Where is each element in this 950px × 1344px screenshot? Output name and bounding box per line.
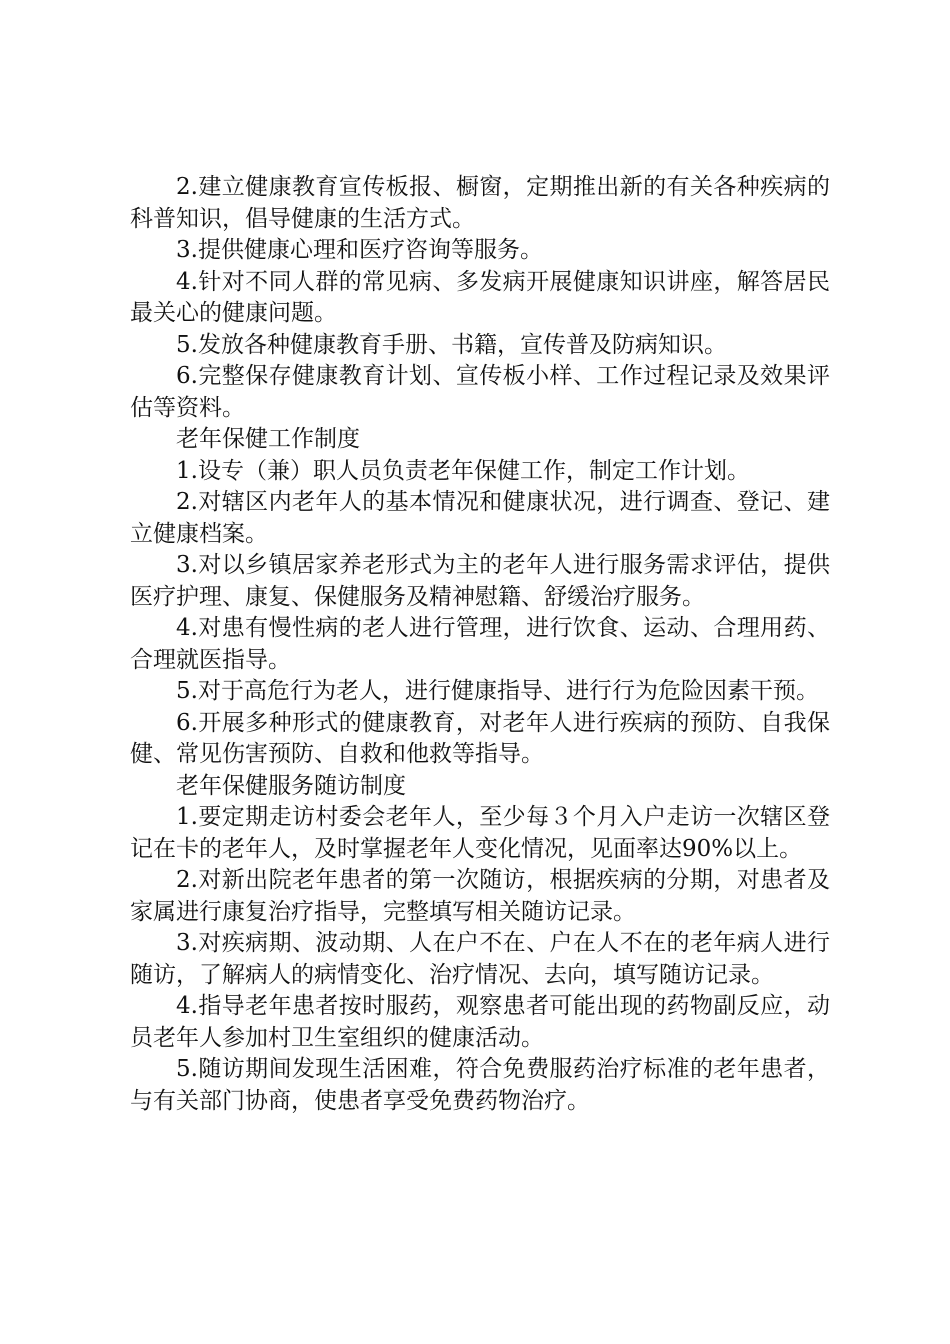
intro-item-5: 5.发放各种健康教育手册、书籍，宣传普及防病知识。 (176, 331, 727, 358)
followup-item-5: 5.随访期间发现生活困难，符合免费服药治疗标准的老年患者，与有关部门协商，使患者享受免费药物治疗。 (130, 1056, 830, 1114)
elderly-care-item-6: 6.开展多种形式的健康教育，对老年人进行疾病的预防、自我保健、常见伤害预防、自救和他救等指导。 (130, 709, 830, 767)
followup-item-2: 2.对新出院老年患者的第一次随访，根据疾病的分期，对患者及家属进行康复治疗指导，完整填写相关随访记录。 (130, 867, 830, 925)
intro-item-2: 2.建立健康教育宣传板报、橱窗，定期推出新的有关各种疾病的科普知识，倡导健康的生活方式。 (130, 174, 830, 232)
section-title-elderly-care: 老年保健工作制度 (176, 426, 360, 452)
document-body (130, 172, 830, 1117)
followup-item-3: 3.对疾病期、波动期、人在户不在、户在人不在的老年病人进行随访，了解病人的病情变化、治疗情况、去向，填写随访记录。 (130, 930, 830, 988)
elderly-care-item-1: 1.设专（兼）职人员负责老年保健工作，制定工作计划。 (176, 457, 750, 484)
elderly-care-item-2: 2.对辖区内老年人的基本情况和健康状况，进行调查、登记、建立健康档案。 (130, 489, 830, 547)
elderly-care-item-4: 4.对患有慢性病的老人进行管理，进行饮食、运动、合理用药、合理就医指导。 (130, 615, 830, 673)
section-title-elderly-followup: 老年保健服务随访制度 (176, 772, 406, 799)
elderly-care-item-5: 5.对于高危行为老人，进行健康指导、进行行为危险因素干预。 (176, 678, 819, 704)
intro-item-3: 3.提供健康心理和医疗咨询等服务。 (176, 237, 543, 263)
intro-item-4: 4.针对不同人群的常见病、多发病开展健康知识讲座，解答居民最关心的健康问题。 (130, 268, 830, 326)
intro-item-6: 6.完整保存健康教育计划、宣传板小样、工作过程记录及效果评估等资料。 (130, 363, 830, 421)
followup-item-4: 4.指导老年患者按时服药，观察患者可能出现的药物副反应，动员老年人参加村卫生室组织的健康活动。 (130, 993, 830, 1051)
elderly-care-item-3: 3.对以乡镇居家养老形式为主的老年人进行服务需求评估，提供医疗护理、康复、保健服务及精神慰籍、舒缓治疗服务。 (130, 552, 830, 610)
followup-item-1: 1.要定期走访村委会老年人，至少每３个月入户走访一次辖区登记在卡的老年人，及时掌握老年人变化情况，见面率达90%以上。 (130, 804, 830, 862)
